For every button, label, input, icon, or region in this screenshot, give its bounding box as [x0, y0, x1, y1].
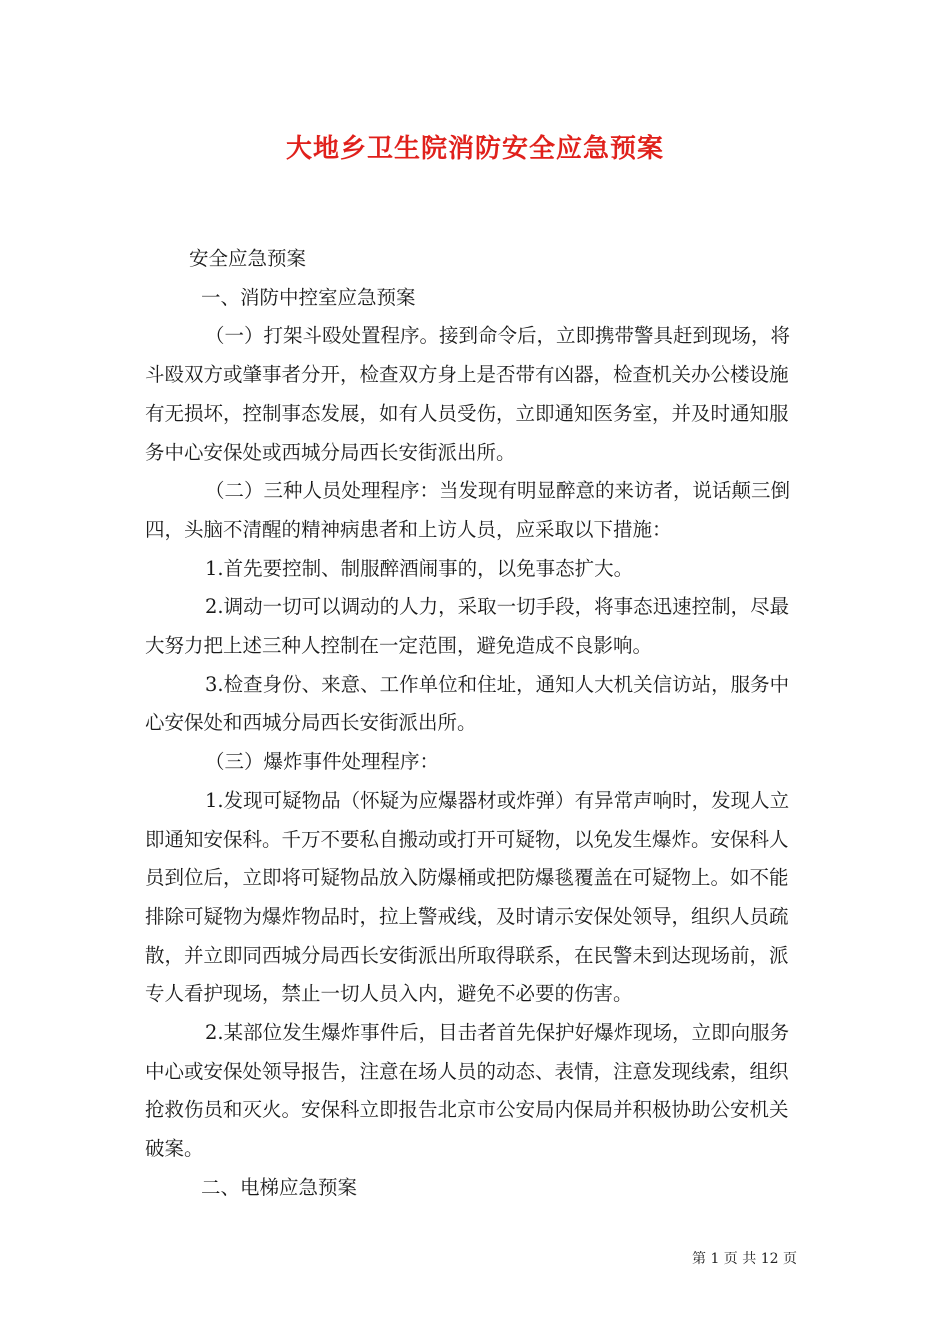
paragraph: （二）三种人员处理程序：当发现有明显醉意的来访者，说话颠三倒四，头脑不清醒的精神病患者和上访人员，应采取以下措施：: [145, 479, 791, 541]
section-heading: 安全应急预案: [189, 247, 307, 270]
document-body: [145, 240, 805, 1208]
paragraph: 2.调动一切可以调动的人力，采取一切手段，将事态迅速控制，尽最大努力把上述三种人控制在一定范围，避免造成不良影响。: [145, 595, 790, 658]
paragraph: 1.发现可疑物品（怀疑为应爆器材或炸弹）有异常声响时，发现人立即通知安保科。千万不要私自搬动或打开可疑物，以免发生爆炸。安保科人员到位后，立即将可疑物品放入防爆桶或把防爆毯覆盖在可疑物上。如不能排除可疑物为爆炸物品时，拉上警戒线，及时请示安保处领导，组织人员疏散，并立即同西城分局西长安街派出所取得联系，在民警未到达现场前，派专人看护现场，禁止一切人员入内，避免不必要的伤害。: [145, 788, 790, 1006]
section-heading: 二、电梯应急预案: [201, 1175, 358, 1199]
paragraph: 3.检查身份、来意、工作单位和住址，通知人大机关信访站，服务中心安保处和西城分局西长安街派出所。: [145, 672, 790, 735]
section-heading: 一、消防中控室应急预案: [201, 285, 416, 309]
paragraph: 2.某部位发生爆炸事件后，目击者首先保护好爆炸现场，立即向服务中心或安保处领导报告，注意在场人员的动态、表情，注意发现线索，组织抢救伤员和灭火。安保科立即报告北京市公安局内保局并积极协助公安机关破案。: [145, 1021, 790, 1161]
page-footer: 第 1 页 共 12 页: [692, 1251, 797, 1267]
paragraph: 1.首先要控制、制服醉酒闹事的，以免事态扩大。: [205, 556, 634, 580]
paragraph: （一）打架斗殴处置程序。接到命令后，立即携带警具赶到现场，将斗殴双方或肇事者分开，检查双方身上是否带有凶器，检查机关办公楼设施有无损坏，控制事态发展，如有人员受伤，立即通知医务室，并及时通知服务中心安保处或西城分局西长安街派出所。: [145, 324, 791, 464]
document-title: 大地乡卫生院消防安全应急预案: [285, 134, 664, 164]
paragraph: （三）爆炸事件处理程序：: [205, 750, 440, 774]
